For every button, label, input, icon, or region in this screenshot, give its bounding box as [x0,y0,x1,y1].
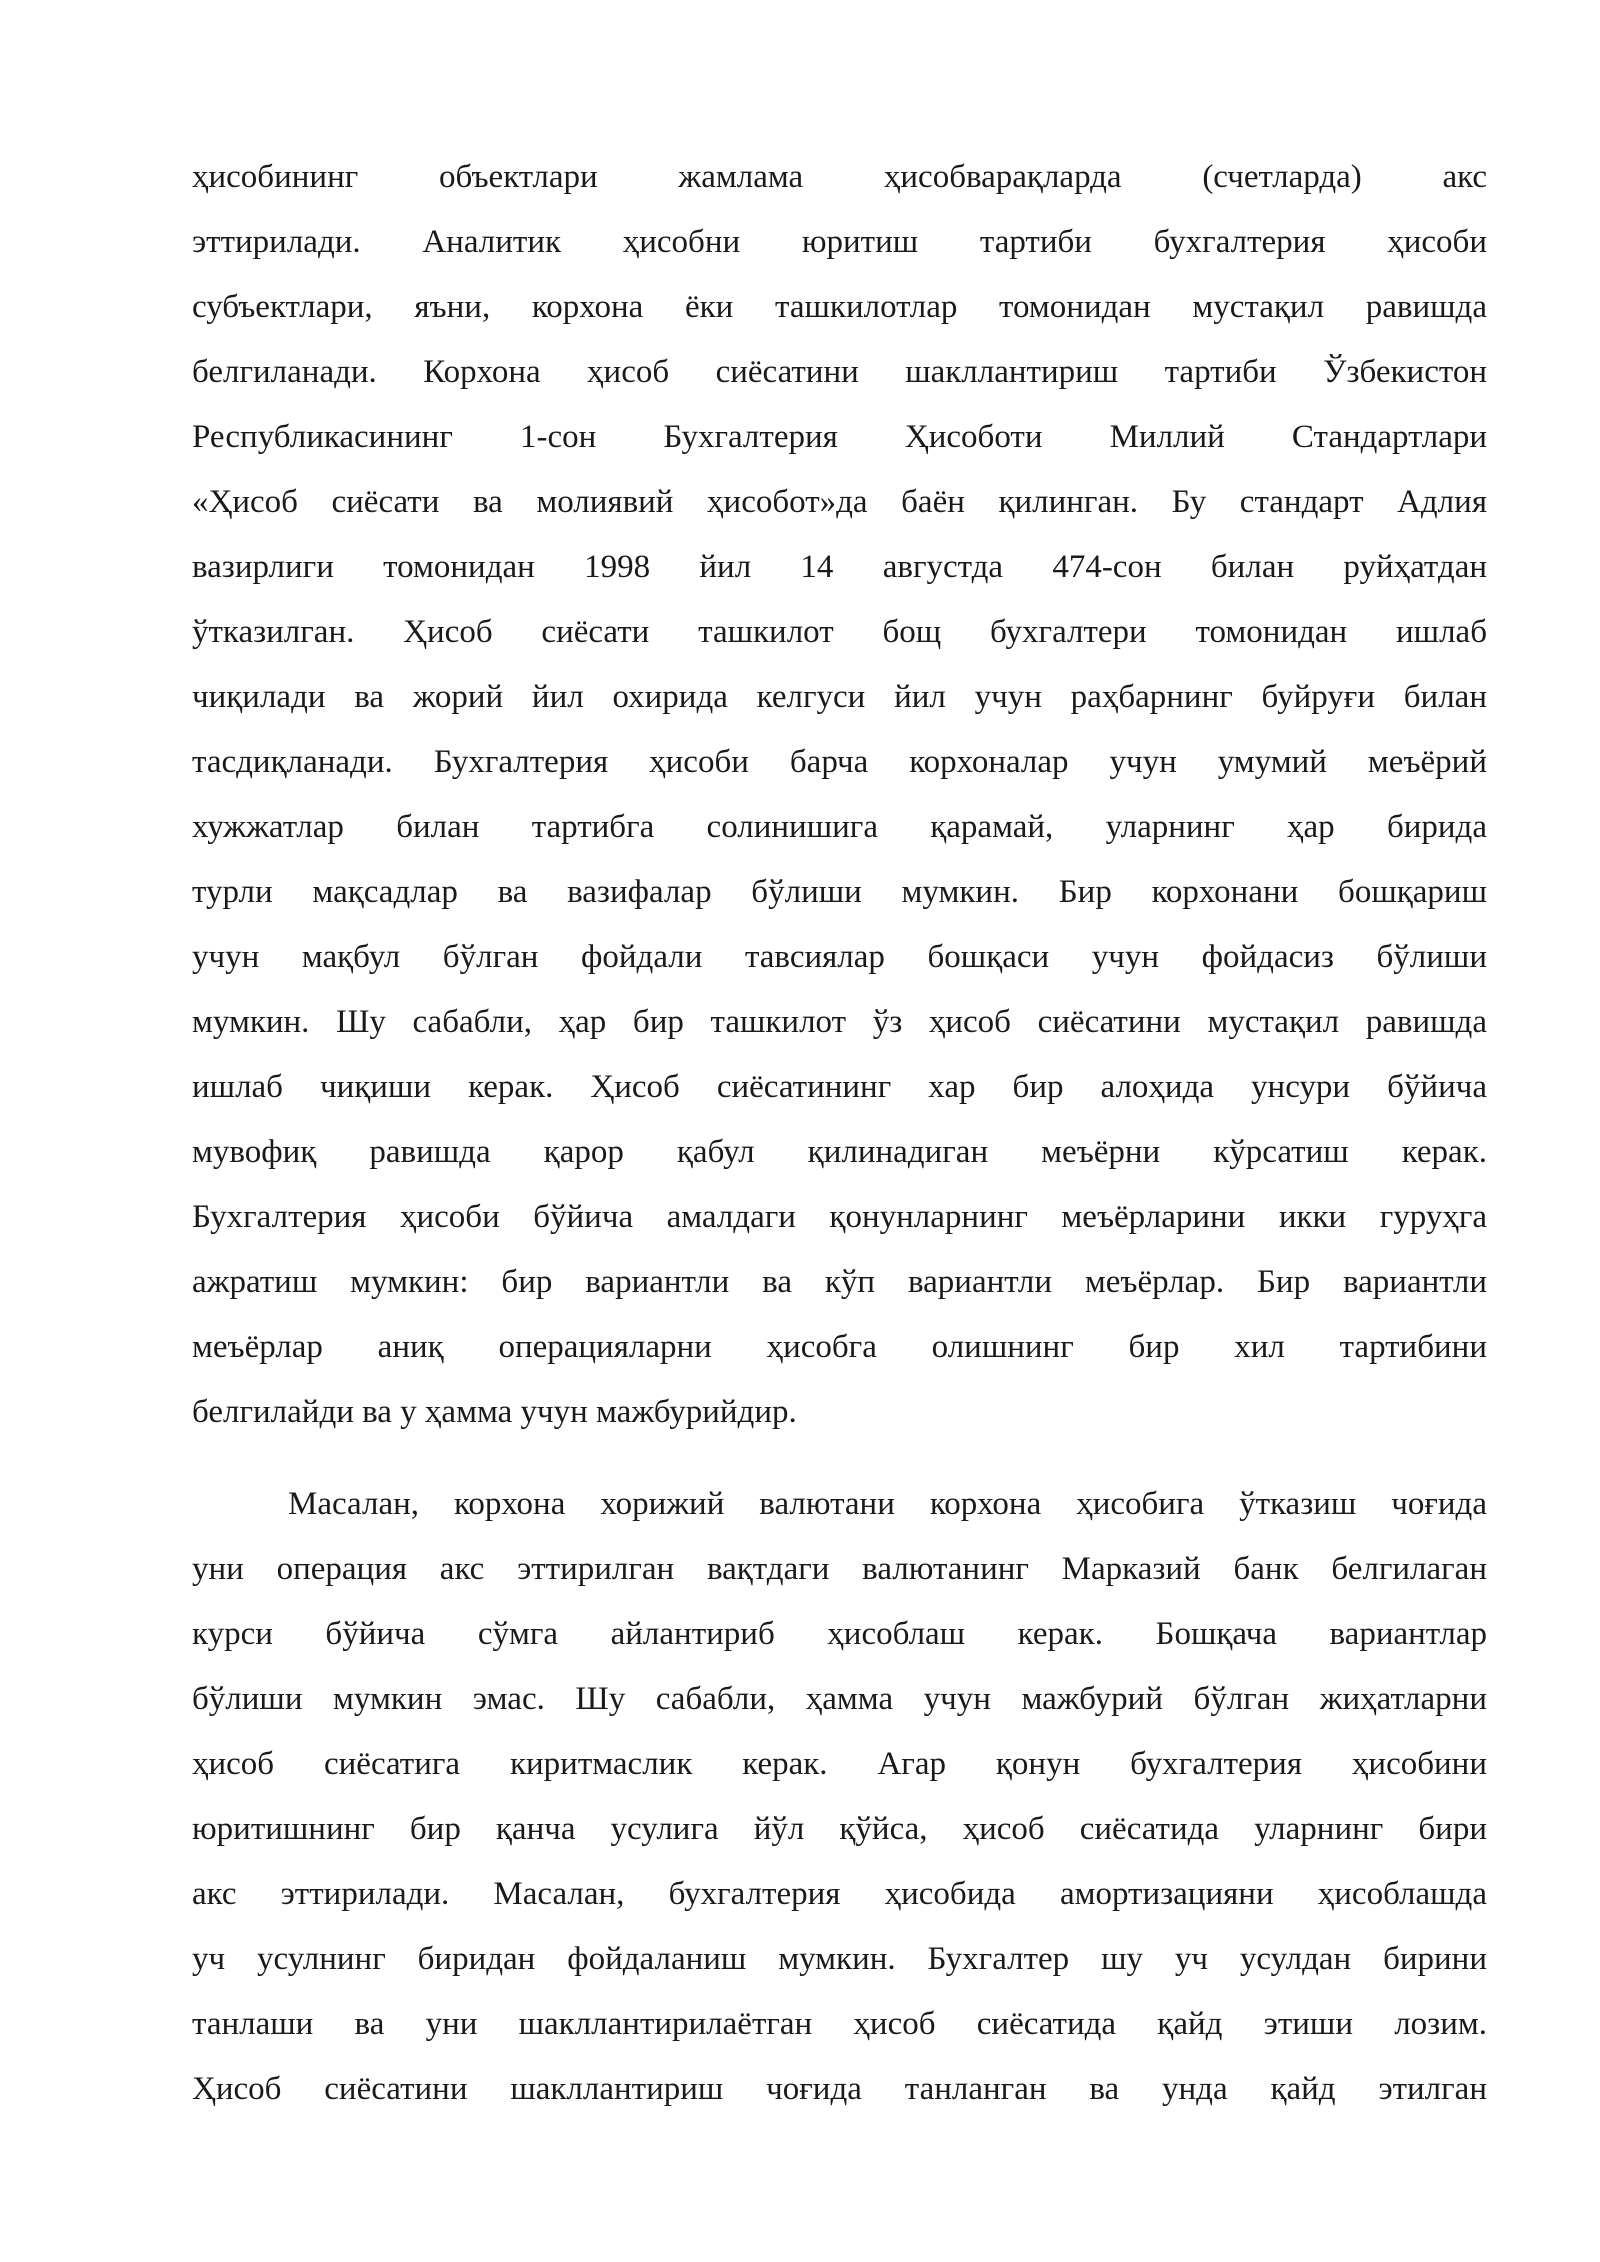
paragraph-2 [192,1472,1487,2122]
paragraph-line: ўтказилган. Ҳисоб сиёсати ташкилот бощ бухгалтери томонидан ишлаб [192,614,1487,650]
paragraph-line: Масалан, корхона хорижий валютани корхона ҳисобига ўтказиш чоғида [288,1486,1487,1522]
paragraph-line: Республикасининг 1-сон Бухгалтерия Ҳисоботи Миллий Стандартлари [192,419,1487,455]
paragraph-line: Ҳисоб сиёсатини шакллантириш чоғида танланган ва унда қайд этилган [192,2071,1487,2107]
paragraph-line: бўлиши мумкин эмас. Шу сабабли, ҳамма учун мажбурий бўлган жиҳатларни [192,1681,1487,1717]
paragraph-line: курси бўйича сўмга айлантириб ҳисоблаш керак. Бошқача вариантлар [192,1616,1487,1652]
paragraph-line: ҳисоб сиёсатига киритмаслик керак. Агар қонун бухгалтерия ҳисобини [192,1746,1487,1782]
paragraph-line: мувофиқ равишда қарор қабул қилинадиган меъёрни кўрсатиш керак. [192,1134,1487,1170]
paragraph-line: уни операция акс эттирилган вақтдаги валютанинг Марказий банк белгилаган [192,1551,1487,1587]
paragraph-line: юритишнинг бир қанча усулига йўл қўйса, ҳисоб сиёсатида уларнинг бири [192,1811,1487,1847]
paragraph-line: акс эттирилади. Масалан, бухгалтерия ҳисобида амортизацияни ҳисоблашда [192,1876,1487,1912]
paragraph-1 [192,145,1487,1445]
paragraph-line: хужжатлар билан тартибга солинишига қарамай, уларнинг ҳар бирида [192,809,1487,845]
paragraph-line: субъектлари, яъни, корхона ёки ташкилотлар томонидан мустақил равишда [192,289,1487,325]
paragraph-line: ишлаб чиқиши керак. Ҳисоб сиёсатининг хар бир алоҳида унсури бўйича [192,1069,1487,1105]
paragraph-line: «Ҳисоб сиёсати ва молиявий ҳисобот»да баён қилинган. Бу стандарт Адлия [192,484,1487,520]
paragraph-line: белгиланади. Корхона ҳисоб сиёсатини шакллантириш тартиби Ўзбекистон [192,354,1487,390]
paragraph-line: танлаши ва уни шакллантирилаётган ҳисоб сиёсатида қайд этиши лозим. [192,2006,1487,2042]
paragraph-line: Бухгалтерия ҳисоби бўйича амалдаги қонунларнинг меъёрларини икки гуруҳга [192,1199,1487,1235]
paragraph-line: чиқилади ва жорий йил охирида келгуси йил учун раҳбарнинг буйруғи билан [192,679,1487,715]
paragraph-line: турли мақсадлар ва вазифалар бўлиши мумкин. Бир корхонани бошқариш [192,874,1487,910]
paragraph-line: вазирлиги томонидан 1998 йил 14 августда 474-сон билан руйҳатдан [192,549,1487,585]
paragraph-line: меъёрлар аниқ операцияларни ҳисобга олишнинг бир хил тартибини [192,1329,1487,1365]
paragraph-line: уч усулнинг биридан фойдаланиш мумкин. Бухгалтер шу уч усулдан бирини [192,1941,1487,1977]
paragraph-line: тасдиқланади. Бухгалтерия ҳисоби барча корхоналар учун умумий меъёрий [192,744,1487,780]
paragraph-line: учун мақбул бўлган фойдали тавсиялар бошқаси учун фойдасиз бўлиши [192,939,1487,975]
paragraph-line: ҳисобининг объектлари жамлама ҳисобварақларда (счетларда) акс [192,159,1487,195]
paragraph-line: эттирилади. Аналитик ҳисобни юритиш тартиби бухгалтерия ҳисоби [192,224,1487,260]
paragraph-line: мумкин. Шу сабабли, ҳар бир ташкилот ўз ҳисоб сиёсатини мустақил равишда [192,1004,1487,1040]
paragraph-line: белгилайди ва у ҳамма учун мажбурийдир. [192,1394,797,1430]
paragraph-line: ажратиш мумкин: бир вариантли ва кўп вариантли меъёрлар. Бир вариантли [192,1264,1487,1300]
